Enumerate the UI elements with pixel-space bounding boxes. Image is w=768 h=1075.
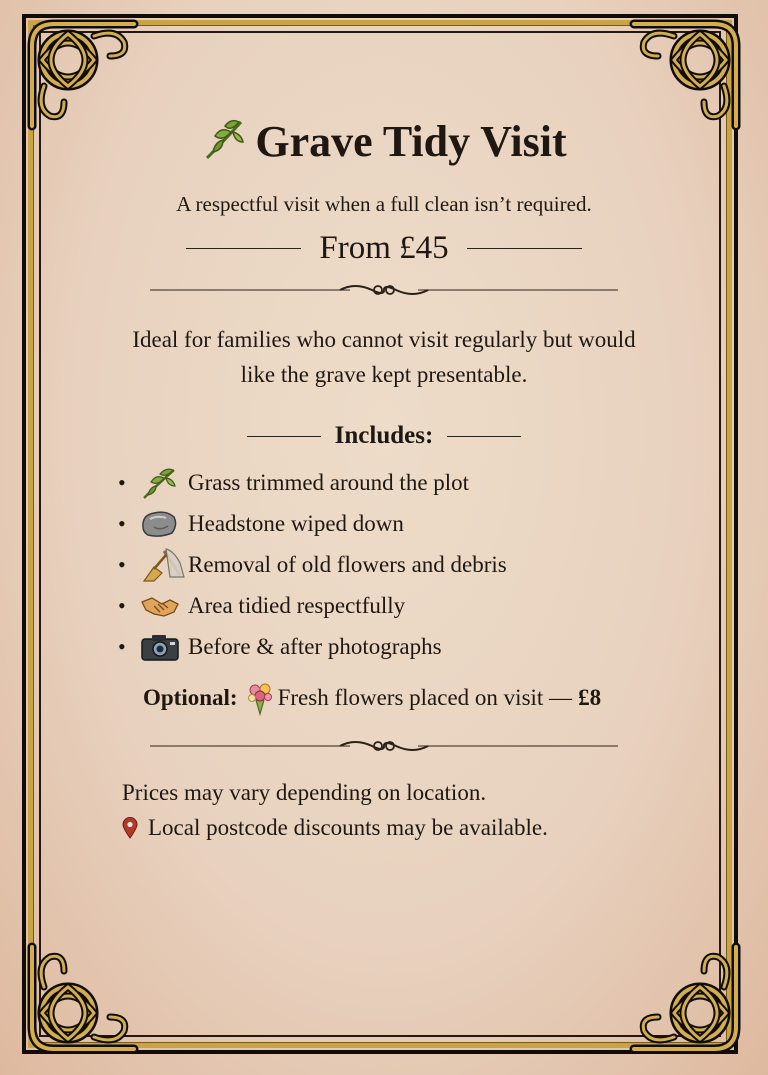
list-item xyxy=(118,544,678,585)
divider-line xyxy=(447,436,521,437)
list-item xyxy=(118,626,678,667)
list-item-label: Area tidied respectfully xyxy=(188,592,406,618)
broom-icon xyxy=(140,547,188,583)
leaf-icon xyxy=(201,116,249,178)
intro-text xyxy=(84,322,684,392)
price-note: Prices may vary depending on location. xyxy=(122,780,487,805)
bullet: • xyxy=(118,592,126,618)
optional-label: Optional: xyxy=(143,685,238,710)
list-item xyxy=(118,503,678,544)
list-item-label: Headstone wiped down xyxy=(188,510,404,536)
celtic-knot-corner-icon xyxy=(24,939,142,1057)
price-row xyxy=(0,226,768,270)
handshake-icon xyxy=(140,592,188,620)
flourish-divider-icon xyxy=(150,280,618,300)
celtic-knot-corner-icon xyxy=(626,939,744,1057)
list-item-label: Removal of old flowers and debris xyxy=(188,551,507,577)
subtitle: A respectful visit when a full clean isn’t required. xyxy=(176,192,592,216)
flourish-divider-icon xyxy=(150,736,618,756)
price-label: From £45 xyxy=(319,229,449,266)
leaf-icon xyxy=(140,466,188,500)
includes-heading-row xyxy=(0,418,768,454)
list-item-label: Grass trimmed around the plot xyxy=(188,469,470,495)
optional-row xyxy=(143,680,703,716)
intro-line: like the grave kept presentable. xyxy=(240,362,528,387)
stone-icon xyxy=(140,509,188,539)
page-title-row xyxy=(0,112,768,178)
optional-price: £8 xyxy=(578,685,602,710)
intro-line: Ideal for families who cannot visit regularly but would xyxy=(132,327,636,352)
list-item xyxy=(118,585,678,626)
includes-list xyxy=(118,462,678,667)
divider-line xyxy=(247,436,321,437)
bullet: • xyxy=(118,469,126,495)
optional-text: Fresh flowers placed on visit — xyxy=(277,685,573,710)
bullet: • xyxy=(118,510,126,536)
postcode-note: Local postcode discounts may be available. xyxy=(148,815,548,840)
page-title: Grave Tidy Visit xyxy=(255,117,567,166)
bouquet-icon xyxy=(246,680,274,716)
list-item-label: Before & after photographs xyxy=(188,633,442,659)
bullet: • xyxy=(118,551,126,577)
map-pin-icon xyxy=(122,817,138,839)
divider-line xyxy=(186,248,301,249)
includes-heading: Includes: xyxy=(334,422,434,449)
bullet: • xyxy=(118,633,126,659)
divider-line xyxy=(467,248,582,249)
camera-icon xyxy=(140,632,188,662)
postcode-note-row xyxy=(122,815,548,841)
list-item xyxy=(118,462,678,503)
